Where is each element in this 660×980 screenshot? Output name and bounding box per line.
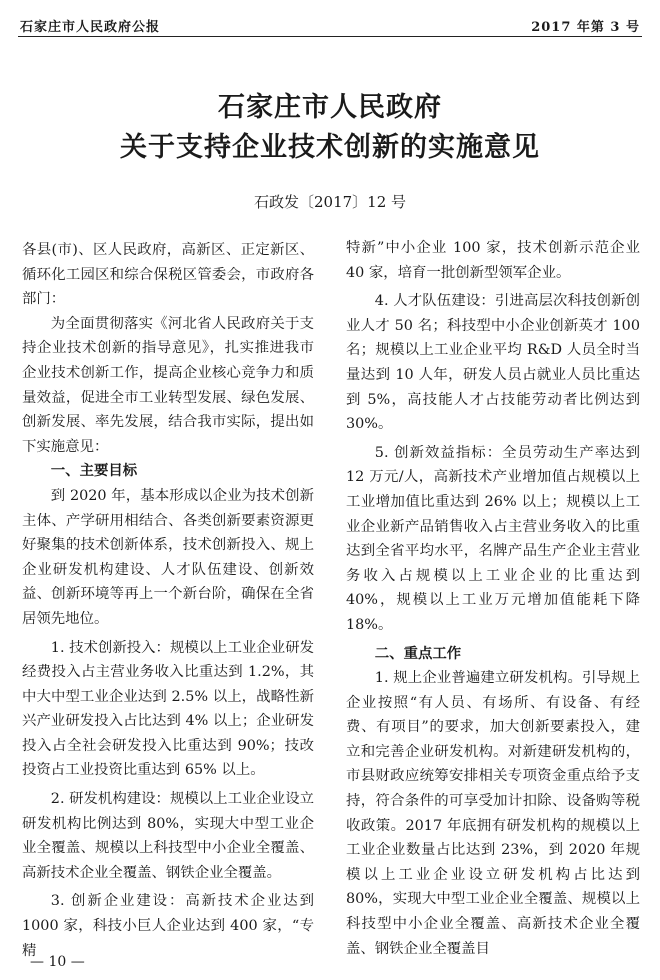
- page-number: — 10 —: [30, 954, 85, 970]
- title-line-1: 石家庄市人民政府: [218, 92, 442, 123]
- goal-4-paragraph: 4. 人才队伍建设：引进高层次科技创新创业人才 50 名；科技型中小企业创新英才 100 名；规模以上工业企业平均 R&D 人员全时当量达到 10 人年，研发人员占就业人员比重达到 5%，高技能人才占技能劳动者比例达到 30%。: [346, 293, 640, 433]
- issue-number: 2017 年第 3 号: [531, 20, 640, 35]
- document-number: 石政发〔2017〕12 号: [253, 193, 407, 211]
- title-line-2: 关于支持企业技术创新的实施意见: [120, 132, 540, 163]
- goal-3-continued: 特新”中小企业 100 家，技术创新示范企业 40 家，培育一批创新型领军企业。: [346, 240, 640, 281]
- goal-3-paragraph: 3. 创新企业建设：高新技术企业达到 1000 家，科技小巨人企业达到 400 家，“专精: [22, 893, 314, 959]
- right-column: [346, 236, 640, 961]
- intro-paragraph: 为全面贯彻落实《河北省人民政府关于支持企业技术创新的指导意见》，扎实推进我市企业技术创新工作，提高企业核心竞争力和质量效益，促进全市工业转型发展、绿色发展、创新发展、率先发展，结合我市实际，提出如下实施意见：: [22, 315, 314, 455]
- salutation: 各县(市)、区人民政府，高新区、正定新区、循环化工园区和综合保税区管委会，市政府各部门：: [22, 242, 314, 308]
- goal-5-paragraph: 5. 创新效益指标：全员劳动生产率达到 12 万元/人，高新技术产业增加值占规模以上工业增加值比重达到 26% 以上；规模以上工业企业新产品销售收入占主营业务收入的比重达到全省平均水平，名牌产品生产企业主营业务收入占规模以上工业企业的比重达到 40%，规模以上工业万元增加值能耗下降 18%。: [346, 444, 640, 633]
- document-title: [0, 88, 660, 168]
- section-heading-key-tasks: 二、重点工作: [374, 645, 462, 662]
- goal-1-paragraph: 1. 技术创新投入：规模以上工业企业研发经费投入占主营业务收入比重达到 1.2%，其中大中型工业企业达到 2.5% 以上，战略性新兴产业研发投入占比达到 4% 以上；企业研发投入占全社会研发投入比重达到 90%；技改投资占工业投资比重达到 65% 以上。: [22, 639, 314, 779]
- section-heading-main-goals: 一、主要目标: [50, 463, 138, 480]
- running-header: [18, 14, 642, 37]
- task-1-paragraph: 1. 规上企业普遍建立研发机构。引导规上企业按照“有人员、有场所、有设备、有经费、有项目”的要求，加大创新要素投入，建立和完善企业研发机构。对新建研发机构的，市县财政应统筹安排相关专项资金重点给予支持，符合条件的可享受加计扣除、设备购等税收政策。2017 年底拥有研发机构的规模以上工业企业数量占比达到 23%，到 2020 年规模以上工业企业设立研发机构占比达到 80%，实现大中型工业企业全覆盖、规模以上科技型中小企业全覆盖、高新技术企业全覆盖、钢铁企业全覆盖目: [346, 670, 640, 957]
- goal-summary-paragraph: 到 2020 年，基本形成以企业为技术创新主体、产学研用相结合、各类创新要素资源更好聚集的技术创新体系，技术创新投入、规上企业研发机构建设、人才队伍建设、创新效益、创新环境等再上一个新台阶，确保在全省居领先地位。: [22, 487, 314, 627]
- left-column: [22, 238, 314, 963]
- journal-name: 石家庄市人民政府公报: [20, 20, 161, 35]
- goal-2-paragraph: 2. 研发机构建设：规模以上工业企业设立研发机构比例达到 80%，实现大中型工业企业全覆盖、规模以上科技型中小企业全覆盖、高新技术企业全覆盖、钢铁企业全覆盖。: [22, 791, 314, 881]
